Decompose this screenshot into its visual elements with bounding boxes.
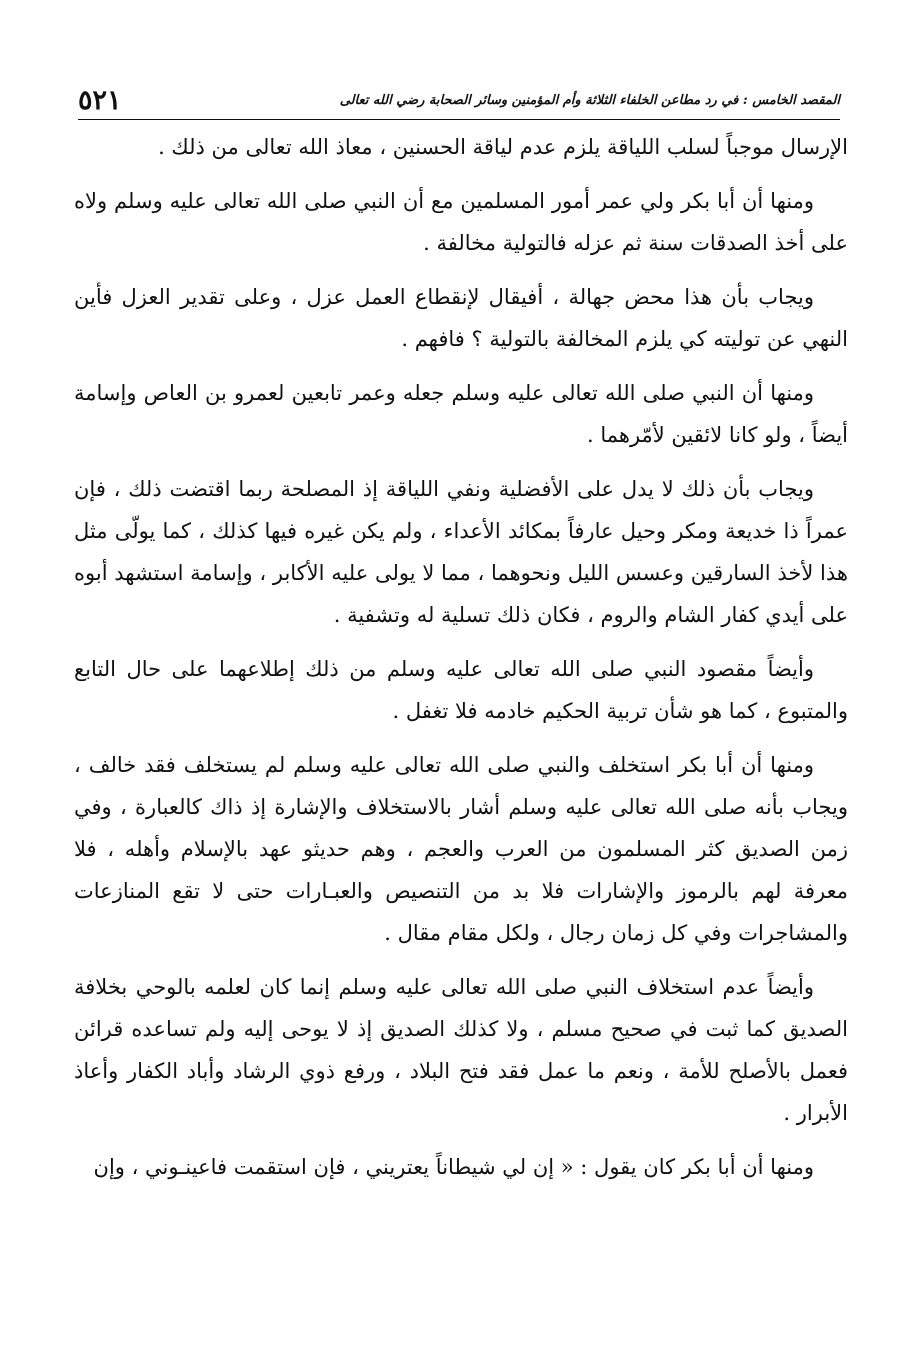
header-rule xyxy=(78,119,840,120)
paragraph: ومنها أن أبا بكر كان يقول : « إن لي شيطاناً يعتريني ، فإن استقمت فاعينـوني ، وإن xyxy=(93,1155,814,1179)
paragraph: ومنها أن النبي صلى الله تعالى عليه وسلم جعله وعمر تابعين لعمرو بن العاص وإسامة أيضاً ، ولو كانا لائقين لأمّرهما . xyxy=(74,381,848,447)
page-header xyxy=(78,84,840,124)
running-title: المقصد الخامس : في رد مطاعن الخلفاء الثلاثة وأم المؤمنين وسائر الصحابة رضي الله تعالى xyxy=(339,93,840,108)
paragraph: الإرسال موجباً لسلب اللياقة يلزم عدم لياقة الحسنين ، معاذ الله تعالى من ذلك . xyxy=(158,135,848,159)
paragraph: ومنها أن أبا بكر استخلف والنبي صلى الله تعالى عليه وسلم لم يستخلف فقد خالف ، ويجاب بأنه صلى الله تعالى عليه وسلم أشار بالاستخلاف والإشارة إذ ذاك كالعبارة ، وفي زمن الصديق كثر المسلمون من العرب والعجم ، وهم حديثو عهد بالإسلام وأهله ، فلا معرفة لهم بالرموز والإشارات فلا بد من التنصيص والعبـارات حتى لا تقع المنازعات والمشاجرات وفي كل زمان رجال ، ولكل مقام مقال . xyxy=(74,753,848,945)
main-text xyxy=(74,126,848,1200)
paragraph: ويجاب بأن هذا محض جهالة ، أفيقال لإنقطاع العمل عزل ، وعلى تقدير العزل فأين النهي عن توليته كي يلزم المخالفة بالتولية ؟ فافهم . xyxy=(74,285,848,351)
paragraph: وأيضاً مقصود النبي صلى الله تعالى عليه وسلم من ذلك إطلاعهما على حال التابع والمتبوع ، كما هو شأن تربية الحكيم خادمه فلا تغفل . xyxy=(74,657,848,723)
page-number: ٥٢١ xyxy=(78,85,122,116)
paragraph: ويجاب بأن ذلك لا يدل على الأفضلية ونفي اللياقة إذ المصلحة ربما اقتضت ذلك ، فإن عمراً ذا خديعة ومكر وحيل عارفاً بمكائد الأعداء ، ولم يكن غيره فيها كذلك ، كما يولّى مثل هذا لأخذ السارقين وعسس الليل ونحوهما ، مما لا يولى عليه الأكابر ، وإسامة استشهد أبوه على أيدي كفار الشام والروم ، فكان ذلك تسلية له وتشفية . xyxy=(74,477,848,627)
paragraph: وأيضاً عدم استخلاف النبي صلى الله تعالى عليه وسلم إنما كان لعلمه بالوحي بخلافة الصديق كما ثبت في صحيح مسلم ، ولا كذلك الصديق إذ لا يوحى إليه ولم تساعده قرائن فعمل بالأصلح للأمة ، ونعم ما عمل فقد فتح البلاد ، ورفع ذوي الرشاد وأباد الكفار وأعاذ الأبرار . xyxy=(74,975,848,1125)
paragraph: ومنها أن أبا بكر ولي عمر أمور المسلمين مع أن النبي صلى الله تعالى عليه وسلم ولاه على أخذ الصدقات سنة ثم عزله فالتولية مخالفة . xyxy=(74,189,848,255)
